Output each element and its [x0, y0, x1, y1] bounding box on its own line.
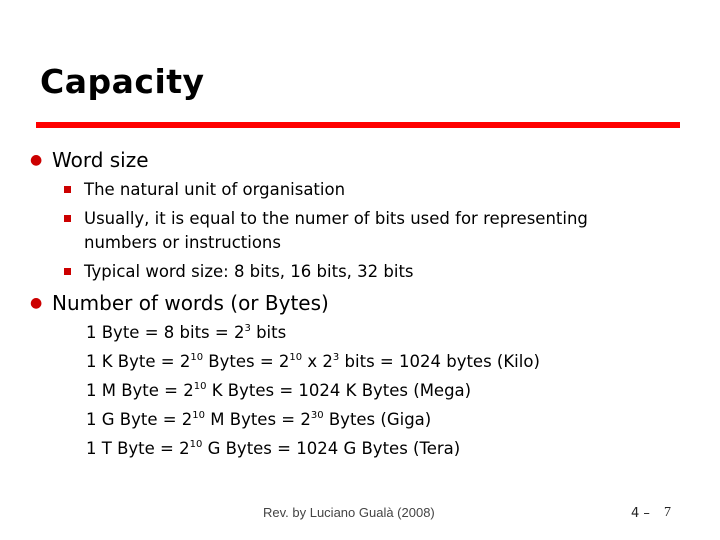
- equation-kilobyte: 1 K Byte = $2^{10}$ Bytes = $2^{10}$ x $2^3$ bits = 1024 bytes (Kilo): [86, 351, 540, 371]
- square-bullet-icon: [64, 268, 71, 275]
- title-underline: [36, 122, 680, 128]
- square-bullet-icon: [64, 215, 71, 222]
- square-bullet-icon: [64, 186, 71, 193]
- sub-bullet-text: Typical word size: 8 bits, 16 bits, 32 bits: [84, 262, 414, 281]
- bullet-text: Word size: [52, 148, 149, 172]
- footer-credit: Rev. by Luciano Gualà (2008): [263, 505, 435, 520]
- chapter-number: 4 –: [631, 506, 650, 521]
- bullet-text: Number of words (or Bytes): [52, 291, 329, 315]
- equation-gigabyte: 1 G Byte = $2^{10}$ M Bytes = $2^{30}$ Bytes (Giga): [86, 409, 432, 429]
- sub-bullet-text: numbers or instructions: [84, 233, 281, 252]
- equation-byte: 1 Byte = 8 bits = $2^3$ bits: [86, 322, 287, 342]
- page-number: 7: [664, 505, 671, 520]
- slide-title: Capacity: [40, 62, 205, 101]
- sub-bullet-text: The natural unit of organisation: [84, 180, 346, 199]
- equation-megabyte: 1 M Byte = $2^{10}$ K Bytes = 1024 K Bytes (Mega): [86, 380, 472, 400]
- bullet-dot-icon: ●: [30, 295, 43, 311]
- equation-terabyte: 1 T Byte = $2^{10}$ G Bytes = 1024 G Bytes (Tera): [86, 438, 461, 458]
- bullet-dot-icon: ●: [30, 152, 43, 168]
- sub-bullet-text: Usually, it is equal to the numer of bits used for representing: [84, 209, 588, 228]
